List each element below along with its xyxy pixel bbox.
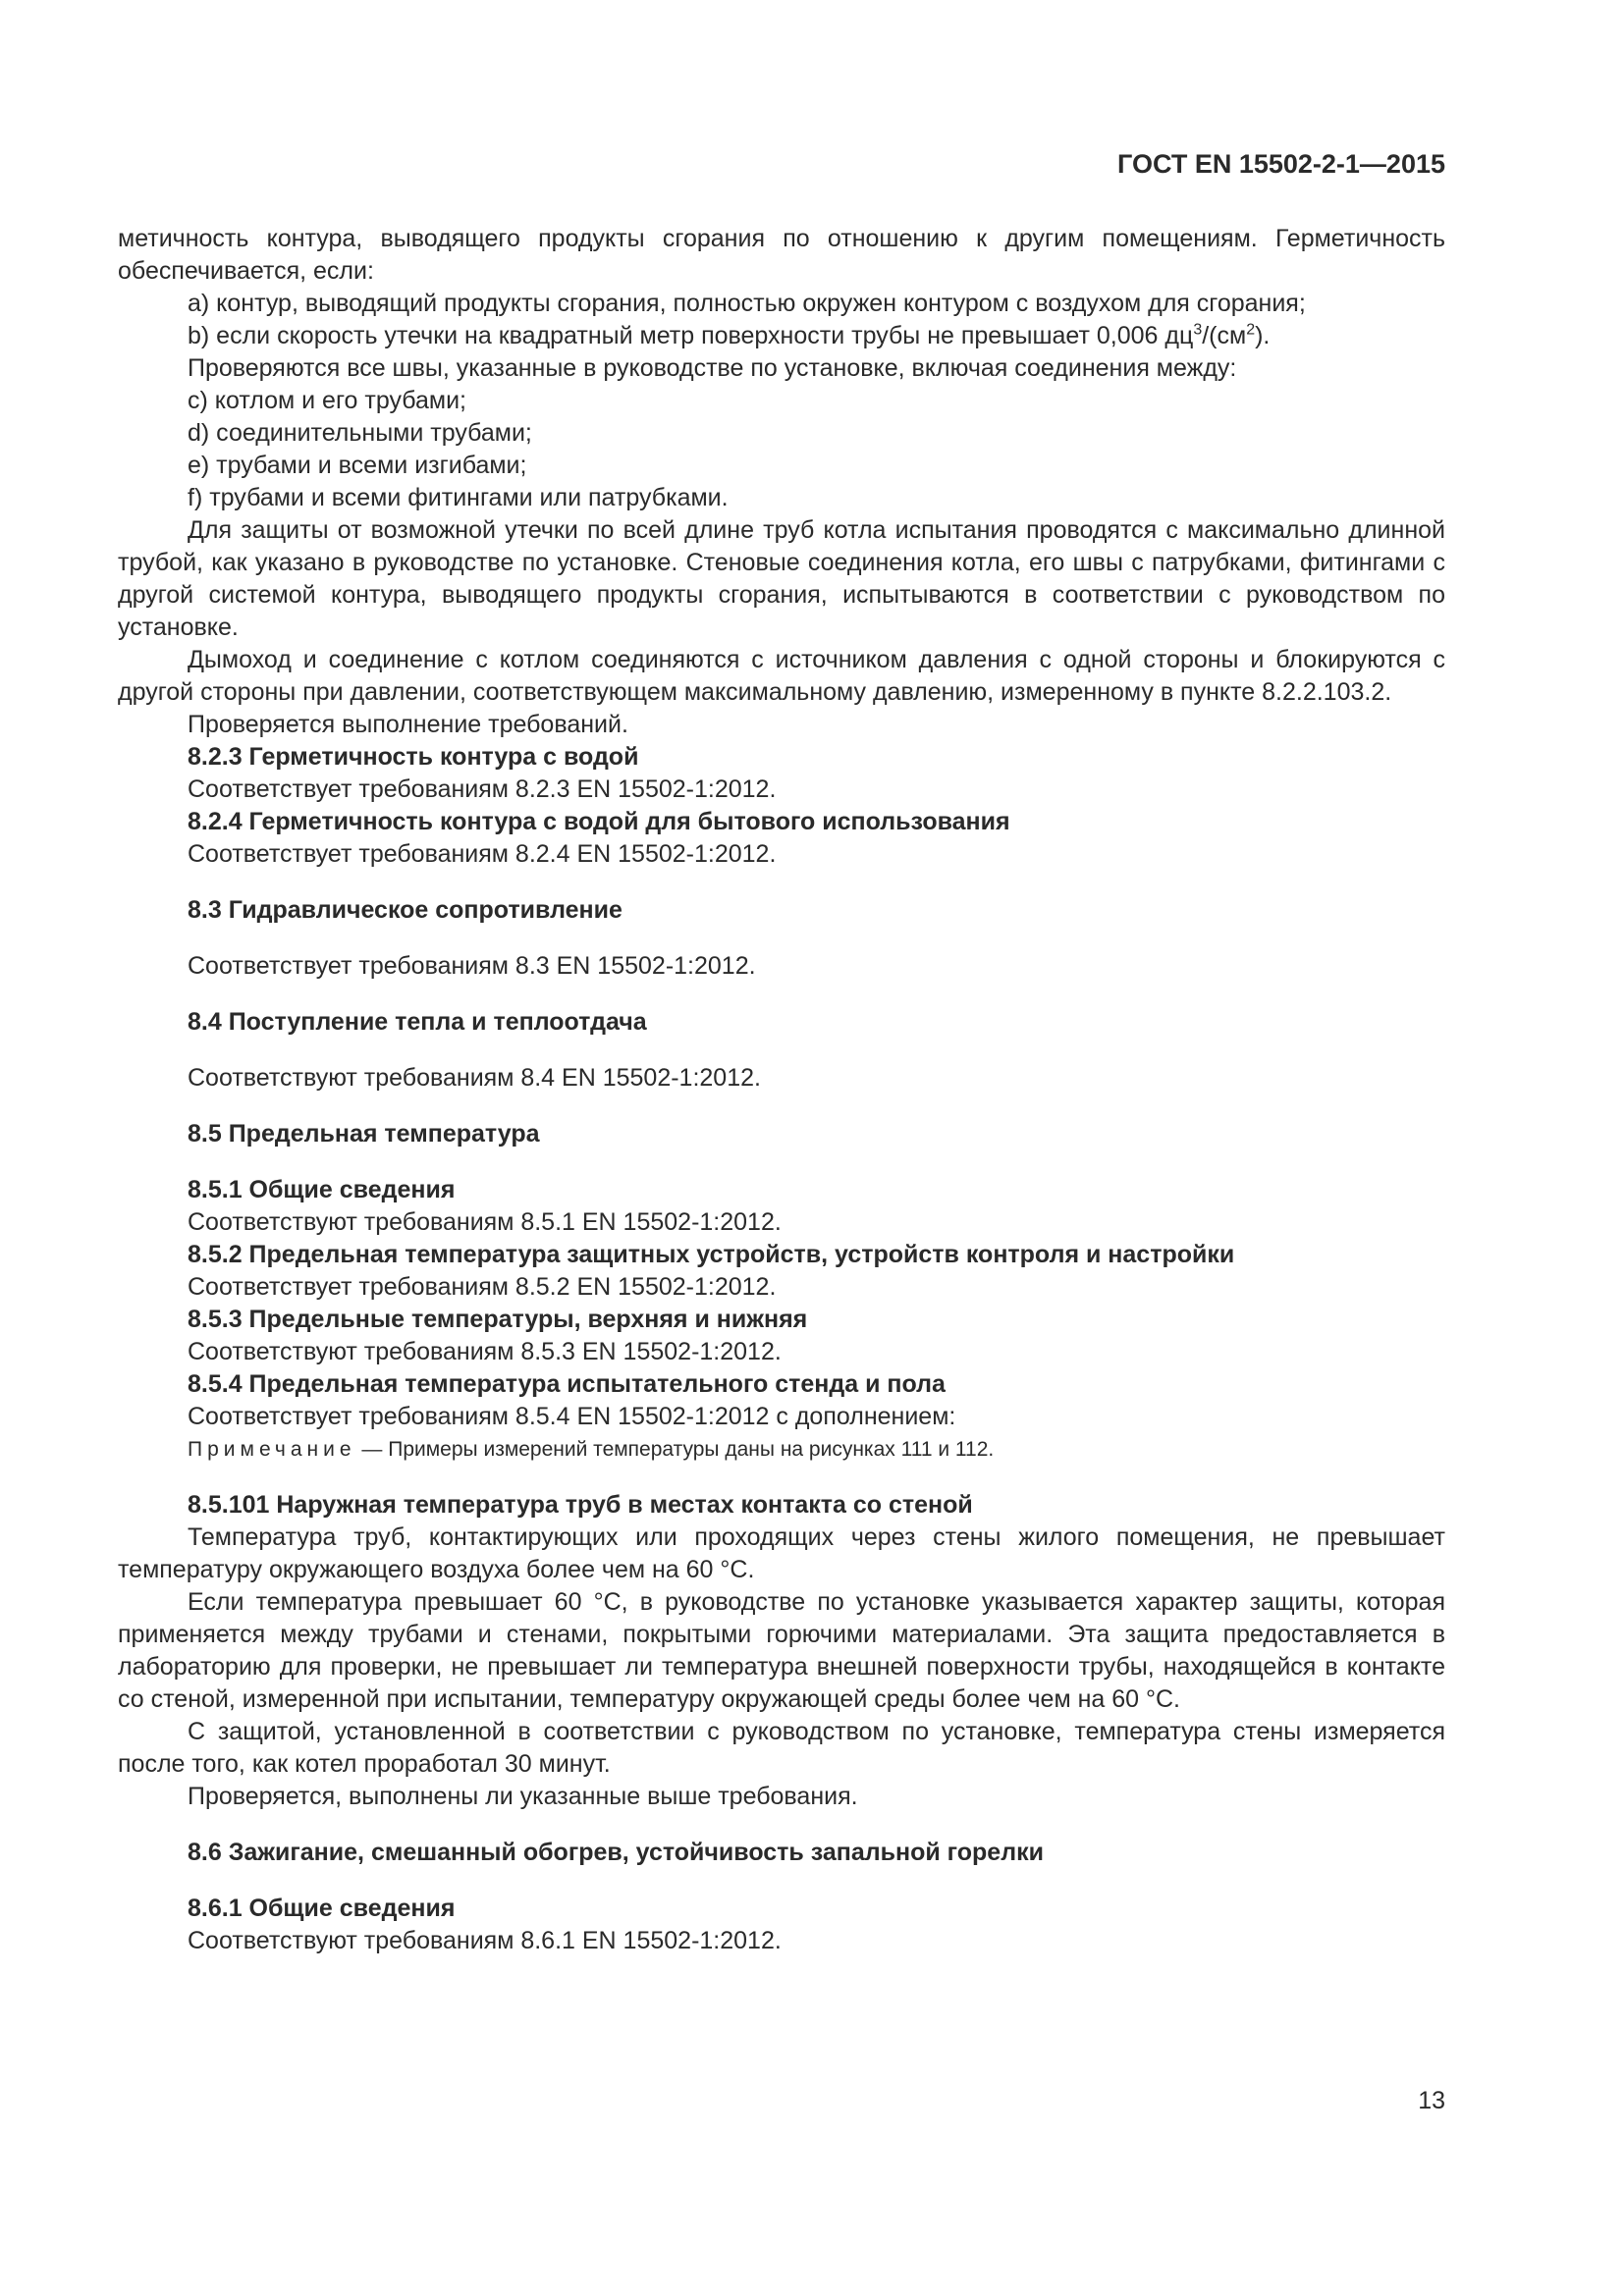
paragraph: Соответствует требованиям 8.3 EN 15502-1:2012. <box>188 952 756 980</box>
note-text: — Примеры измерений температуры даны на рисунках 111 и 112. <box>355 1438 995 1461</box>
superscript: 3 <box>1193 321 1203 339</box>
subsection-heading: 8.5.4 Предельная температура испытательного стенда и пола <box>188 1370 946 1398</box>
list-item: e) трубами и всеми изгибами; <box>188 452 527 479</box>
page-number: 13 <box>1418 2087 1445 2114</box>
paragraph: С защитой, установленной в соответствии с руководством по установке, температура стены измеряется после того, как котел проработал 30 минут. <box>118 1718 1445 1778</box>
paragraph: Соответствуют требованиям 8.6.1 EN 15502-1:2012. <box>188 1927 782 1954</box>
list-item: f) трубами и всеми фитингами или патрубками. <box>188 484 729 511</box>
paragraph: Если температура превышает 60 °C, в руководстве по установке указывается характер защиты, которая применяется между трубами и стенами, покрытыми горючими материалами. Эта защита предоставляется в лабораторию для проверки, не превышает ли температура внешней поверхности трубы, находящейся в контакте со стеной, измеренной при испытании, температуру окружающей среды более чем на 60 °C. <box>118 1588 1445 1713</box>
list-item <box>118 320 1445 352</box>
subsection-heading: 8.2.4 Герметичность контура с водой для бытового использования <box>188 808 1010 835</box>
paragraph: Проверяются все швы, указанные в руководстве по установке, включая соединения между: <box>188 354 1237 382</box>
paragraph: Соответствуют требованиям 8.5.3 EN 15502-1:2012. <box>188 1338 782 1365</box>
paragraph: Проверяется, выполнены ли указанные выше требования. <box>188 1783 858 1810</box>
paragraph: Соответствуют требованиям 8.4 EN 15502-1:2012. <box>188 1064 761 1092</box>
list-item-text: b) если скорость утечки на квадратный метр поверхности трубы не превышает 0,006 дц <box>188 322 1194 349</box>
list-item: a) контур, выводящий продукты сгорания, полностью окружен контуром с воздухом для сгорания; <box>188 290 1306 317</box>
list-item: c) котлом и его трубами; <box>188 387 466 414</box>
section-heading: 8.5 Предельная температура <box>188 1120 540 1148</box>
list-item-text: /(см <box>1202 322 1247 349</box>
section-heading: 8.3 Гидравлическое сопротивление <box>188 896 623 924</box>
list-item: d) соединительными трубами; <box>188 419 532 447</box>
paragraph: метичность контура, выводящего продукты сгорания по отношению к другим помещениям. Герметичность обеспечивается, если: <box>118 225 1445 285</box>
paragraph: Соответствуют требованиям 8.5.1 EN 15502-1:2012. <box>188 1208 782 1236</box>
subsection-heading: 8.2.3 Герметичность контура с водой <box>188 743 639 771</box>
paragraph: Температура труб, контактирующих или проходящих через стены жилого помещения, не превышает температуру окружающего воздуха более чем на 60 °C. <box>118 1523 1445 1583</box>
paragraph: Проверяется выполнение требований. <box>188 711 628 738</box>
subsection-heading: 8.5.2 Предельная температура защитных устройств, устройств контроля и настройки <box>188 1241 1235 1268</box>
subsection-heading: 8.6.1 Общие сведения <box>188 1895 456 1922</box>
paragraph: Дымоход и соединение с котлом соединяются с источником давления с одной стороны и блокируются с другой стороны при давлении, соответствующем максимальному давлению, измеренному в пункте 8.2.2.103.2. <box>118 646 1445 706</box>
list-item-text: ). <box>1255 322 1271 349</box>
paragraph: Соответствует требованиям 8.2.4 EN 15502-1:2012. <box>188 840 777 868</box>
paragraph: Соответствует требованиям 8.5.4 EN 15502-1:2012 с дополнением: <box>188 1403 956 1430</box>
paragraph: Соответствует требованиям 8.2.3 EN 15502-1:2012. <box>188 775 777 803</box>
note-label: Примечание <box>188 1438 356 1461</box>
section-heading: 8.6 Зажигание, смешанный обогрев, устойчивость запальной горелки <box>188 1839 1044 1866</box>
note <box>118 1433 1445 1466</box>
superscript: 2 <box>1246 321 1256 339</box>
subsection-heading: 8.5.101 Наружная температура труб в местах контакта со стеной <box>188 1491 973 1519</box>
section-heading: 8.4 Поступление тепла и теплоотдача <box>188 1008 647 1036</box>
subsection-heading: 8.5.1 Общие сведения <box>188 1176 456 1203</box>
subsection-heading: 8.5.3 Предельные температуры, верхняя и нижняя <box>188 1306 808 1333</box>
paragraph: Для защиты от возможной утечки по всей длине труб котла испытания проводятся с максимально длинной трубой, как указано в руководстве по установке. Стеновые соединения котла, его швы с патрубками, фитингами с другой системой контура, выводящего продукты сгорания, испытываются в соответствии с руководством по установке. <box>118 516 1445 641</box>
document-code-header: ГОСТ EN 15502-2-1—2015 <box>1117 149 1445 179</box>
paragraph: Соответствует требованиям 8.5.2 EN 15502-1:2012. <box>188 1273 777 1301</box>
document-body <box>118 223 1445 1957</box>
